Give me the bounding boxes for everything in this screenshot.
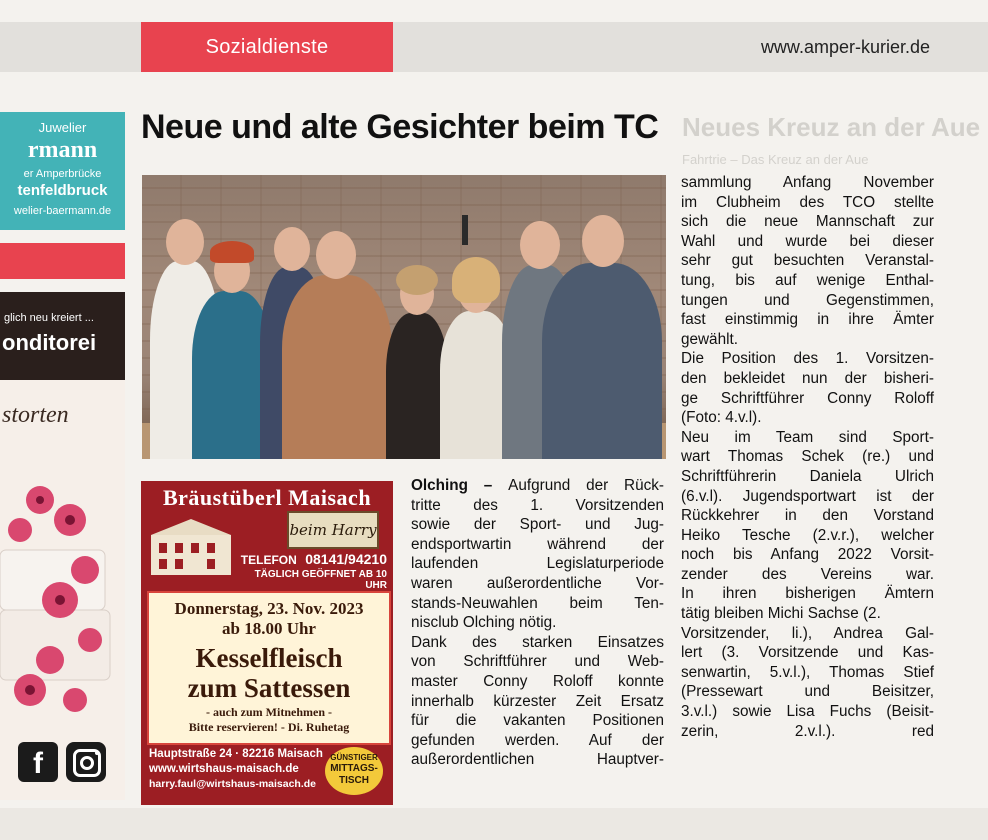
article-line: gewählt.	[681, 330, 738, 348]
person-5	[386, 259, 448, 459]
photo-lamp	[462, 215, 468, 245]
article-line: wart Thomas Schek (re.) und	[681, 448, 934, 466]
article-line: nisclub Olching nötig.	[411, 614, 557, 632]
event-box	[147, 591, 391, 745]
ghost-text: Fahrtrie – Das Kreuz an der Aue	[682, 152, 869, 167]
restaurant-website[interactable]: www.wirtshaus-maisach.de	[149, 763, 299, 775]
article-line: Olching – Aufgrund der Rück-	[411, 477, 664, 494]
event-time: ab 18.00 Uhr	[222, 619, 316, 638]
event-reserve: Bitte reservieren! - Di. Ruhetag	[188, 720, 350, 734]
article-line: im Clubheim des TCO stellte	[681, 193, 934, 211]
opening-hours: TÄGLICH GEÖFFNET AB 10 UHR	[254, 569, 387, 591]
jeweler-line3: er Amperbrücke	[23, 168, 102, 180]
article-line: sammlung Anfang November	[681, 174, 934, 191]
article-line: außerordentlichen Hauptver-	[411, 751, 664, 769]
article-line: noch bis Anfang 2022 Vorsit-	[681, 546, 934, 564]
article-line: fast einstimmig in ihre Ämter	[681, 311, 934, 329]
article-line: tung, bis auf wenige Enthal-	[681, 271, 934, 289]
article-line: Heiko Tesche (2.v.r.), welcher	[681, 526, 934, 544]
article-line: senwartin, 5.v.l.), Thomas Stief	[681, 663, 934, 681]
article-line: laufenden Legislaturperiode	[411, 555, 664, 573]
article-line: Die Position des 1. Vorsitzen-	[681, 350, 934, 368]
facebook-icon[interactable]: f	[18, 742, 58, 782]
article-line: innerhalb kürzester Zeit Ersatz	[411, 692, 664, 710]
restaurant-ad	[141, 481, 393, 805]
article-line: gefunden werden. Auf der	[411, 731, 664, 749]
article-line: tätig bleiben Michi Sachse (2.	[681, 605, 881, 623]
restaurant-address: Hauptstraße 24 · 82216 Maisach	[149, 748, 323, 760]
article-line: von Schriftführer und Web-	[411, 653, 664, 671]
article-line: 3.v.l.) sowie Lisa Fuchs (Beisit-	[681, 703, 934, 721]
article-line: lert (3. Vorsitzende und Kas-	[681, 644, 934, 662]
article-line: sehr gut besuchten Veranstal-	[681, 252, 934, 270]
event-takeaway: - auch zum Mitnehmen -	[206, 705, 332, 719]
article-line: master Conny Roloff konnte	[411, 672, 664, 690]
person-4	[282, 211, 392, 459]
website-url[interactable]: www.amper-kurier.de	[760, 36, 930, 57]
konditorei-ad	[0, 292, 125, 380]
dateline: Olching –	[411, 477, 509, 494]
headline: Neue und alte Gesichter beim TC	[141, 108, 659, 146]
cake-illustration	[0, 460, 125, 760]
article-line: (Foto: 4.v.l).	[681, 409, 762, 427]
article-column-1	[411, 476, 664, 770]
article-line: tungen und Gegenstimmen,	[681, 291, 934, 309]
lunch-badge	[325, 747, 383, 795]
article-line: tritte des 1. Vorsitzenden	[411, 496, 664, 514]
article-line: stands-Neuwahlen beim Ten-	[411, 594, 664, 612]
person-8	[542, 197, 662, 459]
lunch-badge-line1: GÜNSTIGER	[330, 753, 378, 762]
article-line: zender des Vereins war.	[681, 565, 934, 583]
article-line: (Pressewart und Beisitzer,	[681, 683, 934, 701]
bottom-strip	[0, 808, 988, 840]
restaurant-name: Bräustüberl Maisach	[162, 485, 372, 510]
cake-ad	[0, 380, 125, 800]
article-line: Schriftführerin Daniela Ulrich	[681, 467, 934, 485]
article-line: Wahl und wurde bei dieser	[681, 232, 934, 250]
konditorei-line1: glich neu kreiert ...	[4, 312, 94, 324]
phone-label: TELEFON	[240, 553, 297, 567]
jeweler-line4: tenfeldbruck	[17, 182, 108, 199]
sidebar-red-bar	[0, 243, 125, 279]
article-column-2	[681, 173, 934, 741]
article-line: ge Schriftführer Conny Roloff	[681, 389, 934, 407]
article-line: waren außerordentliche Vor-	[411, 574, 664, 592]
jeweler-ad	[0, 112, 125, 230]
lunch-badge-line3: TISCH	[339, 775, 369, 786]
event-title-2: zum Sattessen	[187, 673, 351, 703]
lunch-badge-line2: MITTAGS-	[330, 763, 378, 774]
jeweler-line2: rmann	[27, 137, 98, 163]
jeweler-line1: Juwelier	[38, 120, 87, 135]
event-date: Donnerstag, 23. Nov. 2023	[174, 599, 364, 618]
jeweler-line5: welier-baermann.de	[13, 205, 112, 217]
instagram-icon[interactable]	[66, 742, 106, 782]
article-line: sowie der Sport- und Jug-	[411, 516, 664, 534]
article-line: (6.v.l). Jugendsportwart ist der	[681, 487, 934, 505]
article-line: den bekleidet nun der bisheri-	[681, 369, 934, 387]
konditorei-line2: onditorei	[2, 330, 97, 355]
article-line: In ihren bisherigen Ämtern	[681, 585, 934, 603]
restaurant-email[interactable]: harry.faul@wirtshaus-maisach.de	[149, 778, 317, 790]
group-photo	[142, 175, 666, 459]
article-line: zerin, 2.v.l.). red	[681, 722, 934, 740]
article-line: sich die neue Mannschaft zur	[681, 213, 934, 231]
signboard: beim Harry	[287, 511, 379, 549]
article-line: endsportwartin während der	[411, 535, 664, 553]
building-illustration	[147, 517, 235, 577]
article-line: Neu im Team sind Sport-	[681, 428, 934, 446]
article-line: für die vakanten Positionen	[411, 712, 664, 730]
article-line: Rückkehrer in den Vorstand	[681, 507, 934, 525]
article-line: Dank des starken Einsatzes	[411, 633, 664, 651]
event-title-1: Kesselfleisch	[195, 643, 343, 673]
cake-ad-title: storten	[2, 402, 69, 428]
phone-number[interactable]: 08141/94210	[305, 551, 387, 567]
section-label: Sozialdienste	[141, 22, 393, 72]
ghost-headline: Neues Kreuz an der Aue	[682, 112, 981, 142]
article-line: Vorsitzender, li.), Andrea Gal-	[681, 624, 934, 642]
